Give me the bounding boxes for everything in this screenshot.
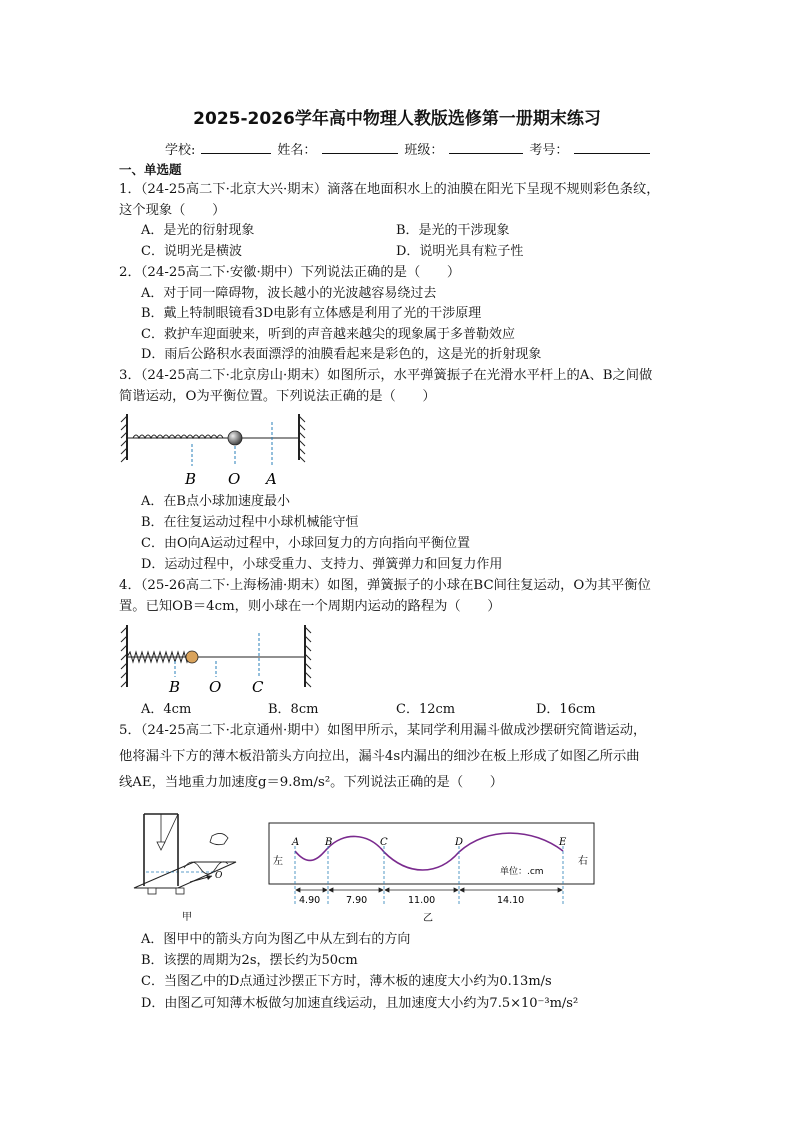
q5-seg-ab: 4.90 <box>299 895 321 906</box>
funnel-icon <box>157 842 165 850</box>
q4-stem-line: 4．（25-26高二下·上海杨浦·期末）如图，弹簧振子的小球在BC间往复运动，O为其平衡位 <box>119 578 651 593</box>
q4-spring-oscillator-figure <box>119 623 319 697</box>
school-label: 学校: <box>165 143 196 158</box>
hand-icon <box>210 833 228 844</box>
q5-point-c: C <box>380 837 388 848</box>
q5-figure-yi <box>268 822 596 924</box>
q5-stem-line: 他将漏斗下方的薄木板沿箭头方向拉出，漏斗4s内漏出的细沙在板上形成了如图乙所示曲 <box>119 749 640 764</box>
exam-no-label: 考号： <box>529 143 569 158</box>
q3-option-c[interactable]: C．由O向A运动过程中，小球回复力的方向指向平衡位置 <box>141 536 470 551</box>
q5-arrow-label: O <box>215 871 223 881</box>
q3-label-o: O <box>228 470 241 488</box>
q4-label-b: B <box>169 678 181 696</box>
q2-stem-line: 2．（24-25高二下·安徽·期中）下列说法正确的是（ ） <box>119 265 461 280</box>
q5-option-a[interactable]: A．图甲中的箭头方向为图乙中从左到右的方向 <box>141 932 411 947</box>
q5-figure-jia <box>124 812 244 924</box>
q5-stem-line: 5．（24-25高二下·北京通州·期中）如图甲所示，某同学利用漏斗做成沙摆研究简谐运动， <box>119 723 647 738</box>
student-info-row <box>165 139 650 158</box>
ball-icon <box>228 431 242 445</box>
name-label: 姓名： <box>277 143 317 158</box>
q2-option-a[interactable]: A．对于同一障碍物，波长越小的光波越容易绕过去 <box>141 286 437 301</box>
q5-option-c[interactable]: C．当图乙中的D点通过沙摆正下方时，薄木板的速度大小约为0.13m/s <box>141 974 552 989</box>
q4-stem-line: 置。已知OB＝4cm，则小球在一个周期内运动的路程为（ ） <box>119 599 501 614</box>
q5-point-b: B <box>325 837 333 848</box>
class-label: 班级： <box>404 143 444 158</box>
q5-seg-cd: 11.00 <box>408 895 436 906</box>
q5-seg-bc: 7.90 <box>346 895 368 906</box>
q1-option-d[interactable]: D．说明光具有粒子性 <box>396 244 524 259</box>
q5-point-a: A <box>292 837 300 848</box>
q1-option-b[interactable]: B．是光的干涉现象 <box>396 223 510 238</box>
exam-no-field[interactable] <box>574 139 650 154</box>
q3-spring-oscillator-figure <box>119 410 309 488</box>
section-heading: 一、单选题 <box>119 162 182 177</box>
q3-stem-line: 3．（24-25高二下·北京房山·期末）如图所示，水平弹簧振子在光滑水平杆上的A、B之间做 <box>119 368 653 383</box>
class-field[interactable] <box>449 139 523 154</box>
q4-option-a[interactable]: A．4cm <box>141 702 192 717</box>
q5-stem-line: 线AE，当地重力加速度g＝9.8m/s²。下列说法正确的是（ ） <box>119 775 504 790</box>
q3-stem-line: 简谐运动，O为平衡位置。下列说法正确的是（ ） <box>119 389 436 404</box>
q5-point-e: E <box>559 837 567 848</box>
q3-label-b: B <box>185 470 197 488</box>
q5-figure-jia-label: 甲 <box>182 912 192 923</box>
q2-option-b[interactable]: B．戴上特制眼镜看3D电影有立体感是利用了光的干涉原理 <box>141 306 482 321</box>
q4-option-b[interactable]: B．8cm <box>268 702 319 717</box>
q1-stem-line: 这个现象（ ） <box>119 203 226 218</box>
q4-option-c[interactable]: C．12cm <box>396 702 456 717</box>
q5-seg-de: 14.10 <box>497 895 525 906</box>
q1-option-c[interactable]: C．说明光是横波 <box>141 244 242 259</box>
q5-option-b[interactable]: B．该摆的周期为2s，摆长约为50cm <box>141 953 358 968</box>
q1-stem-line: 1．（24-25高二下·北京大兴·期末）滴落在地面积水上的油膜在阳光下呈现不规则彩色条纹， <box>119 182 660 197</box>
q4-option-d[interactable]: D．16cm <box>536 702 596 717</box>
q2-option-c[interactable]: C．救护车迎面驶来，听到的声音越来越尖的现象属于多普勒效应 <box>141 327 515 342</box>
ball-icon <box>186 651 198 663</box>
q4-label-c: C <box>252 678 264 696</box>
q5-right-label: 右 <box>578 856 588 867</box>
name-field[interactable] <box>322 139 398 154</box>
q1-option-a[interactable]: A．是光的衍射现象 <box>141 223 255 238</box>
q4-label-o: O <box>209 678 222 696</box>
q3-option-b[interactable]: B．在往复运动过程中小球机械能守恒 <box>141 515 359 530</box>
q5-option-d[interactable]: D．由图乙可知薄木板做匀加速直线运动，且加速度大小约为7.5×10⁻³m/s² <box>141 996 579 1011</box>
q3-label-a: A <box>266 470 277 488</box>
q3-option-d[interactable]: D．运动过程中，小球受重力、支持力、弹簧弹力和回复力作用 <box>141 557 503 572</box>
q5-left-label: 左 <box>273 856 283 867</box>
q2-option-d[interactable]: D．雨后公路积水表面漂浮的油膜看起来是彩色的，这是光的折射现象 <box>141 347 542 362</box>
q5-unit-label: 单位：.cm <box>500 867 544 877</box>
q5-figure-yi-label: 乙 <box>423 913 433 924</box>
q5-point-d: D <box>455 837 464 848</box>
school-field[interactable] <box>201 139 271 154</box>
page-title: 2025-2026学年高中物理人教版选修第一册期末练习 <box>193 109 601 129</box>
q3-option-a[interactable]: A．在B点小球加速度最小 <box>141 494 290 509</box>
